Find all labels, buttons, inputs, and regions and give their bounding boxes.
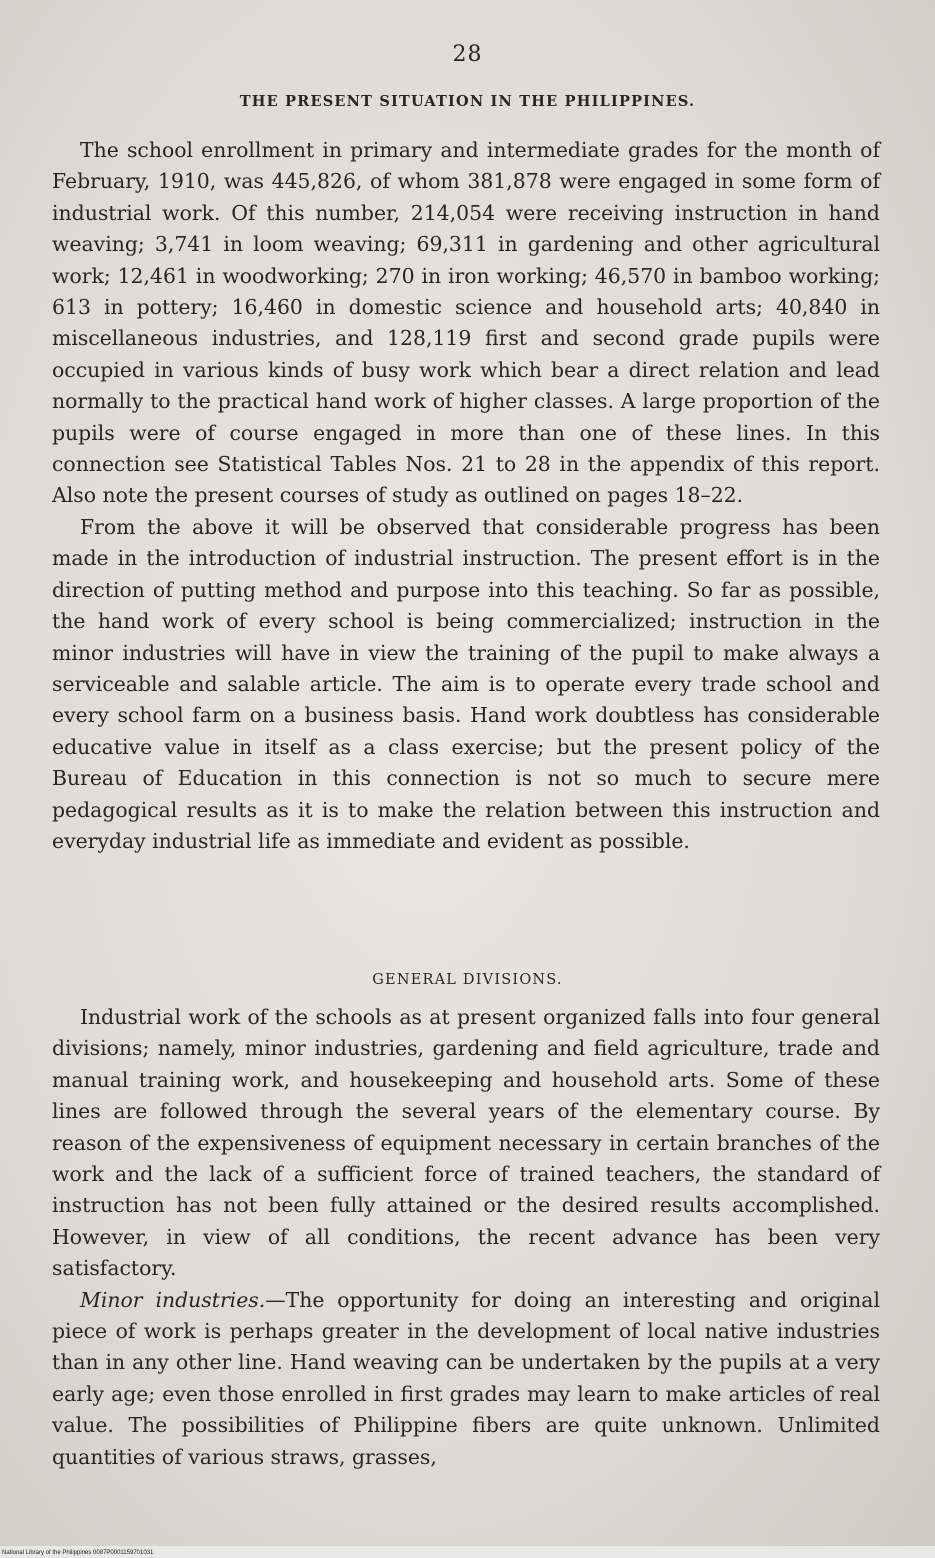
paragraph-enrollment: The school enrollment in primary and intermediate grades for the month of February, 1910, was 445,826, of whom 381,878 were engaged in some form of industrial work. Of this number, 214,054 were receiving instruction in hand weaving; 3,741 in loom weaving; 69,311 in gardening and other agricultural work; 12,461 in woodworking; 270 in iron working; 46,570 in bamboo working; 613 in pottery; 16,460 in domestic science and household arts; 40,840 in miscellaneous industries, and 128,119 first and second grade pupils were occupied in various kinds of busy work which bear a direct relation and lead normally to the practical hand work of higher classes. A large proportion of the pupils were of course engaged in more than one of these lines. In this connection see Statistical Tables Nos. 21 to 28 in the appendix of this report. Also note the present courses of study as outlined on pages 18–22.: [52, 138, 880, 508]
library-footer: National Library of the Philippines 0087P0001159701031: [2, 1550, 154, 1556]
body-text-bottom: [52, 1002, 880, 1473]
paragraph-progress: From the above it will be observed that considerable progress has been made in the introduction of industrial instruction. The present effort is in the direction of putting method and purpose into this teaching. So far as possible, the hand work of every school is being commercialized; instruction in the minor industries will have in view the training of the pupil to make always a serviceable and salable article. The aim is to operate every trade school and every school farm on a business basis. Hand work doubtless has considerable educative value in itself as a class exercise; but the present policy of the Bureau of Education in this connection is not so much to secure mere pedagogical results as it is to make the relation between this instruction and everyday industrial life as immediate and evident as possible.: [52, 514, 880, 853]
minor-industries-lead: Minor industries.: [80, 1287, 266, 1312]
paragraph-minor-industries: [52, 1285, 880, 1473]
section-heading: THE PRESENT SITUATION IN THE PHILIPPINES.: [239, 93, 696, 110]
body-text-top: [52, 135, 880, 857]
paragraph-divisions: Industrial work of the schools as at present organized falls into four general divisions; namely, minor industries, gardening and field agriculture, trade and manual training work, and housekeeping and household arts. Some of these lines are followed through the several years of the elementary course. By reason of the expensiveness of equipment necessary in certain branches of the work and the lack of a sufficient force of trained teachers, the standard of instruction has not been fully attained or the desired results accomplished. However, in view of all conditions, the recent advance has been very satisfactory.: [52, 1005, 880, 1281]
minor-industries-text: —The opportunity for doing an interesting and original piece of work is perhaps greater in the development of local native industries than in any other line. Hand weaving can be undertaken by the pupils at a very early age; even those enrolled in first grades may learn to make articles of real value. The possibilities of Philippine fibers are quite unknown. Unlimited quantities of various straws, grasses,: [52, 1287, 880, 1469]
subsection-heading: GENERAL DIVISIONS.: [372, 972, 563, 988]
page-number: 28: [452, 42, 483, 67]
